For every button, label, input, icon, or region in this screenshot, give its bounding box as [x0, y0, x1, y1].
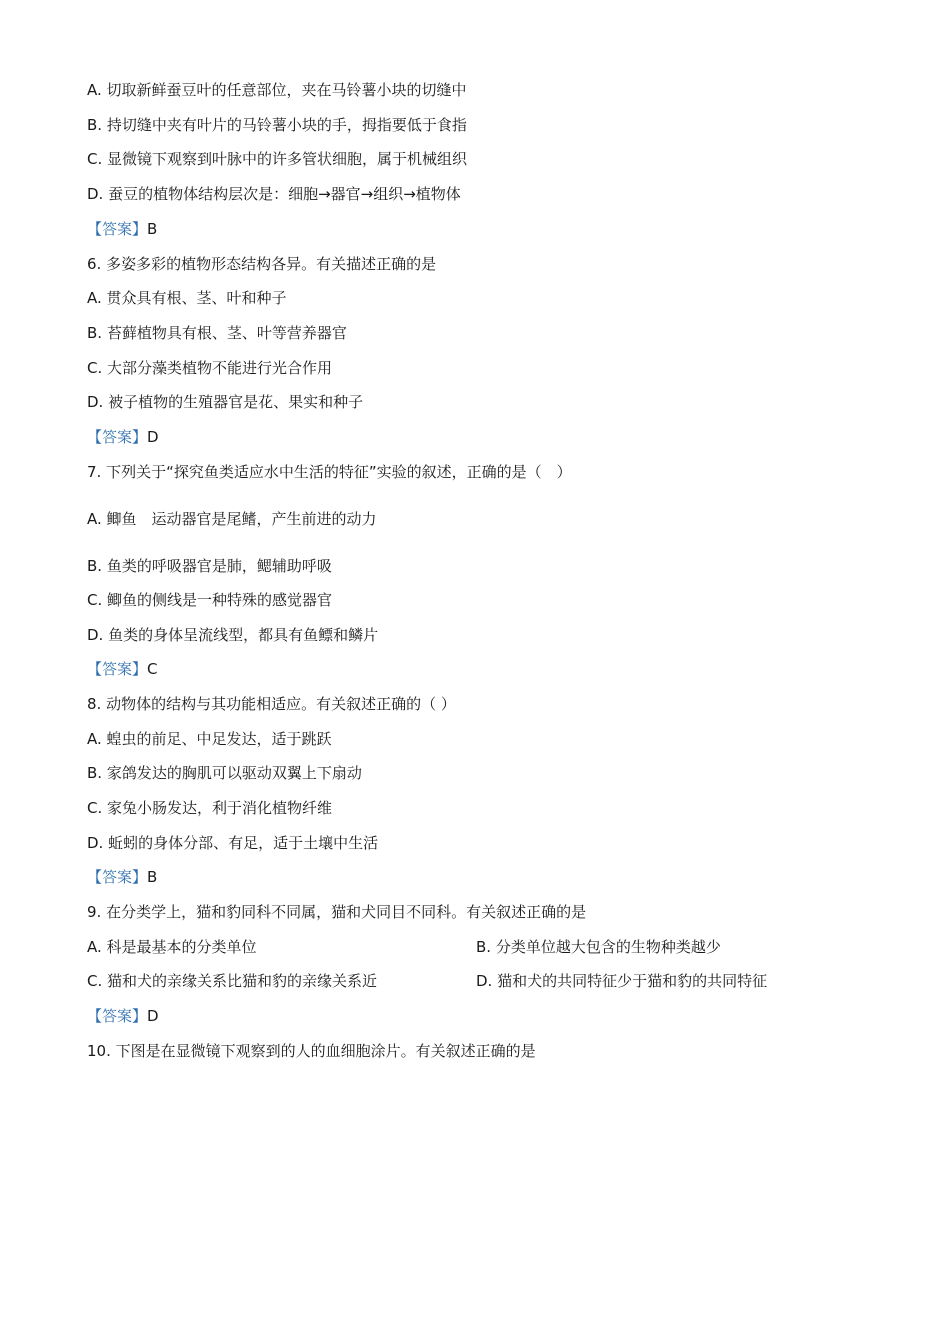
q6-option-b: B. 苔藓植物具有根、茎、叶等营养器官	[87, 324, 347, 342]
q8-option-b: B. 家鸽发达的胸肌可以驱动双翼上下扇动	[87, 764, 362, 782]
q6-option-a: A. 贯众具有根、茎、叶和种子	[87, 289, 287, 307]
q5-answer-value: B	[147, 220, 158, 238]
q8-option-a: A. 蝗虫的前足、中足发达，适于跳跃	[87, 730, 332, 748]
q8-answer-value: B	[147, 868, 158, 886]
q7-option-a: A. 鲫鱼 运动器官是尾鳍，产生前进的动力	[87, 510, 377, 528]
q6-option-c: C. 大部分藻类植物不能进行光合作用	[87, 359, 333, 377]
q7-option-c: C. 鲫鱼的侧线是一种特殊的感觉器官	[87, 591, 333, 609]
q9-option-c: C. 猫和犬的亲缘关系比猫和豹的亲缘关系近	[87, 972, 378, 990]
q9-answer-value: D	[147, 1007, 159, 1025]
q5-option-c: C. 显微镜下观察到叶脉中的许多管状细胞，属于机械组织	[87, 150, 468, 168]
q8-stem: 8. 动物体的结构与其功能相适应。有关叙述正确的（ ）	[87, 695, 456, 713]
q10-stem: 10. 下图是在显微镜下观察到的人的血细胞涂片。有关叙述正确的是	[87, 1042, 536, 1060]
q8-answer	[87, 867, 157, 887]
q8-option-c: C. 家兔小肠发达，利于消化植物纤维	[87, 799, 333, 817]
q9-answer-label: 【答案】	[87, 1007, 148, 1025]
q5-option-d: D. 蚕豆的植物体结构层次是：细胞→器官→组织→植物体	[87, 185, 461, 203]
q6-stem: 6. 多姿多彩的植物形态结构各异。有关描述正确的是	[87, 255, 437, 273]
q6-option-d: D. 被子植物的生殖器官是花、果实和种子	[87, 393, 364, 411]
q7-answer-label: 【答案】	[87, 660, 148, 678]
q8-answer-label: 【答案】	[87, 868, 148, 886]
q5-answer-label: 【答案】	[87, 220, 148, 238]
q7-option-b: B. 鱼类的呼吸器官是肺，鳃辅助呼吸	[87, 557, 332, 575]
q6-answer-value: D	[147, 428, 159, 446]
q9-stem: 9. 在分类学上，猫和豹同科不同属，猫和犬同目不同科。有关叙述正确的是	[87, 903, 587, 921]
q6-answer	[87, 427, 159, 447]
q7-answer-value: C	[147, 660, 158, 678]
q7-answer	[87, 659, 158, 679]
q9-option-a: A. 科是最基本的分类单位	[87, 938, 257, 956]
q5-option-b: B. 持切缝中夹有叶片的马铃薯小块的手，拇指要低于食指	[87, 116, 467, 134]
q7-stem: 7. 下列关于“探究鱼类适应水中生活的特征”实验的叙述，正确的是（ ）	[87, 463, 572, 481]
q6-answer-label: 【答案】	[87, 428, 148, 446]
q5-option-a: A. 切取新鲜蚕豆叶的任意部位，夹在马铃薯小块的切缝中	[87, 81, 467, 99]
q7-option-d: D. 鱼类的身体呈流线型，都具有鱼鳔和鳞片	[87, 626, 379, 644]
q9-option-b: B. 分类单位越大包含的生物种类越少	[476, 938, 721, 956]
q8-option-d: D. 蚯蚓的身体分部、有足，适于土壤中生活	[87, 834, 379, 852]
q5-answer	[87, 219, 157, 239]
q9-answer	[87, 1006, 159, 1026]
q9-option-d: D. 猫和犬的共同特征少于猫和豹的共同特征	[476, 972, 768, 990]
